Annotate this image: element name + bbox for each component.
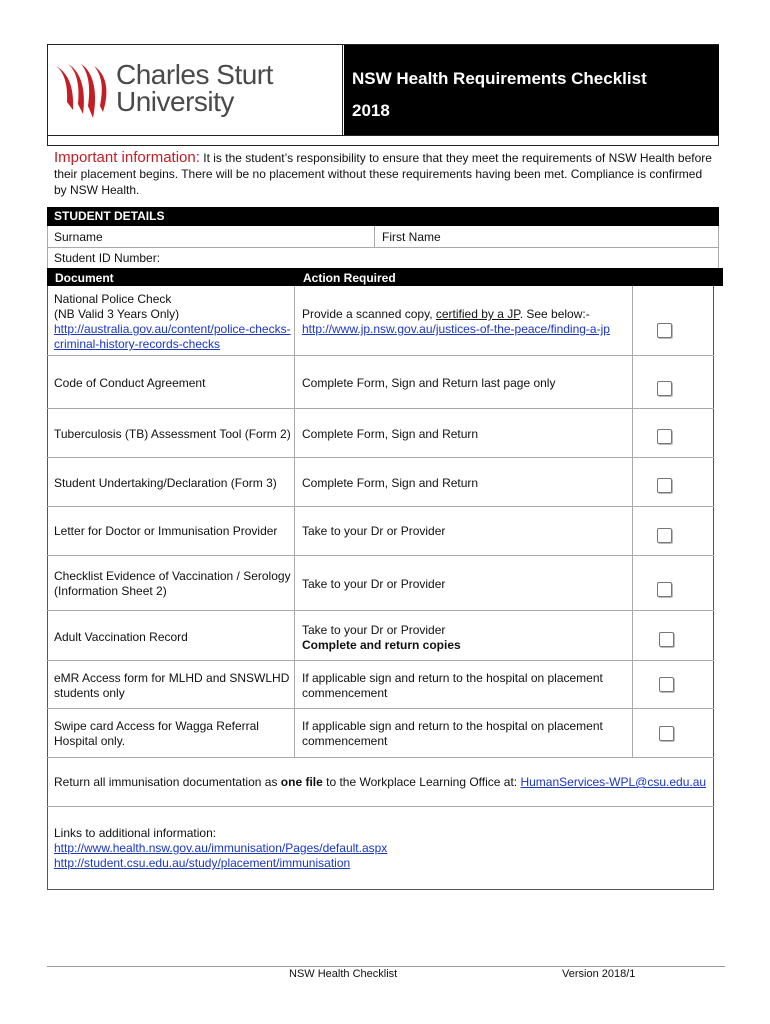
csu-logo-icon (54, 62, 110, 120)
doc-line: National Police Check (54, 292, 172, 306)
title-line-1: NSW Health Requirements Checklist (352, 69, 647, 88)
table-row-tb-assessment-action: Complete Form, Sign and Return (302, 427, 479, 441)
surname-label: Surname (54, 230, 103, 244)
row-line (47, 708, 714, 709)
logo-wordmark (116, 61, 273, 115)
doc-line: students only (54, 686, 125, 700)
table-row-tb-assessment-document: Tuberculosis (TB) Assessment Tool (Form 2) (54, 427, 291, 441)
surname-field[interactable] (130, 228, 368, 245)
checkbox-swipe-card[interactable] (659, 726, 674, 741)
row-line (47, 660, 714, 661)
table-row-code-of-conduct-action: Complete Form, Sign and Return last page only (302, 376, 556, 390)
table-divider-1 (294, 286, 295, 757)
column-action-required: Action Required (303, 271, 396, 285)
table-row-swipe-card-document (54, 719, 294, 749)
table-row-code-of-conduct-document: Code of Conduct Agreement (54, 376, 206, 390)
checkbox-police-check[interactable] (657, 323, 672, 338)
document-table-header (47, 268, 723, 286)
action-suffix: . See below:- (519, 307, 590, 321)
important-information (54, 150, 714, 198)
checkbox-adult-vaccination[interactable] (659, 632, 674, 647)
header-strip (47, 135, 719, 146)
action-prefix: Provide a scanned copy, (302, 307, 436, 321)
row-line (47, 457, 714, 458)
checkbox-vaccination-evidence[interactable] (657, 582, 672, 597)
checkbox-undertaking[interactable] (657, 478, 672, 493)
row-line (47, 757, 714, 758)
table-row-doctor-letter-document: Letter for Doctor or Immunisation Provider (54, 524, 278, 538)
table-row-adult-vaccination-document: Adult Vaccination Record (54, 630, 188, 644)
action-line: Take to your Dr or Provider (302, 623, 446, 637)
table-row-adult-vaccination-action (302, 623, 630, 653)
action-line: If applicable sign and return to the hospital on placement (302, 719, 603, 733)
action-underlined: certified by a JP (435, 307, 520, 321)
doc-line: eMR Access form for MLHD and SNSWLHD (54, 671, 290, 685)
logo-cell (48, 45, 343, 135)
footer-title: NSW Health Checklist (289, 968, 398, 980)
table-row-undertaking-document: Student Undertaking/Declaration (Form 3) (54, 476, 277, 490)
links-label: Links to additional information: (54, 826, 217, 840)
action-line: commencement (302, 686, 388, 700)
row-line (47, 355, 714, 356)
student-row-line (47, 247, 719, 248)
action-line: commencement (302, 734, 388, 748)
footer-divider (47, 966, 725, 967)
table-row-police-check-action (302, 307, 630, 337)
action-line: If applicable sign and return to the hospital on placement (302, 671, 603, 685)
header-box (47, 44, 719, 136)
first-name-field[interactable] (450, 228, 712, 245)
table-row-swipe-card-action (302, 719, 630, 749)
table-row-vaccination-evidence-action: Take to your Dr or Provider (302, 577, 446, 591)
table-row-emr-access-document (54, 671, 294, 701)
checkbox-doctor-letter[interactable] (657, 528, 672, 543)
nsw-health-immunisation-link[interactable]: http://www.health.nsw.gov.au/immunisation/Pages/default.aspx (54, 841, 388, 855)
student-id-label: Student ID Number: (54, 251, 161, 265)
doc-line: Hospital only. (54, 734, 126, 748)
row-line (47, 610, 714, 611)
doc-line: (NB Valid 3 Years Only) (54, 307, 180, 321)
first-name-label: First Name (382, 230, 441, 244)
title-line-2: 2018 (352, 101, 390, 120)
table-row-vaccination-evidence-document (54, 569, 294, 599)
important-label: Important information: (54, 149, 200, 166)
row-line (47, 806, 714, 807)
row-line (47, 506, 714, 507)
student-divider (374, 226, 375, 248)
return-note: Return all immunisation documentation as one file to the Workplace Learning Office at: HumanServices-WPL@csu.edu.au (54, 775, 707, 789)
action-bold-line: Complete and return copies (302, 638, 461, 652)
doc-line: (Information Sheet 2) (54, 584, 167, 598)
doc-line: Checklist Evidence of Vaccination / Serology (54, 569, 291, 583)
student-id-field[interactable] (170, 249, 710, 266)
document-title (344, 45, 719, 135)
table-row-emr-access-action (302, 671, 630, 701)
doc-line: Swipe card Access for Wagga Referral (54, 719, 259, 733)
wpl-email-link[interactable]: HumanServices-WPL@csu.edu.au (520, 775, 707, 789)
logo-line-2: University (116, 86, 234, 117)
logo-line-1: Charles Sturt (116, 59, 273, 90)
footer-version: Version 2018/1 (562, 968, 636, 980)
row-line (47, 408, 714, 409)
important-text: It is the student’s responsibility to ensure that they meet the requirements of NSW Health before their placement begins. There will be no placement without these requirements having been met. Compliance is confirmed by NSW Health. (54, 151, 712, 197)
table-row-police-check-document (54, 292, 294, 352)
checkbox-code-of-conduct[interactable] (657, 381, 672, 396)
checkbox-tb-assessment[interactable] (657, 429, 672, 444)
table-row-undertaking-action: Complete Form, Sign and Return (302, 476, 479, 490)
student-details-heading: STUDENT DETAILS (47, 207, 719, 226)
checkbox-emr-access[interactable] (659, 677, 674, 692)
csu-immunisation-link[interactable]: http://student.csu.edu.au/study/placement/immunisation (54, 856, 351, 870)
table-row-doctor-letter-action: Take to your Dr or Provider (302, 524, 446, 538)
additional-links (54, 826, 654, 871)
table-divider-2 (632, 286, 633, 757)
column-document: Document (55, 271, 114, 285)
row-line (47, 555, 714, 556)
jp-link[interactable]: http://www.jp.nsw.gov.au/justices-of-the-peace/finding-a-jp (302, 322, 610, 336)
police-check-link[interactable]: http://australia.gov.au/content/police-checks- criminal-history-records-checks (54, 322, 291, 351)
